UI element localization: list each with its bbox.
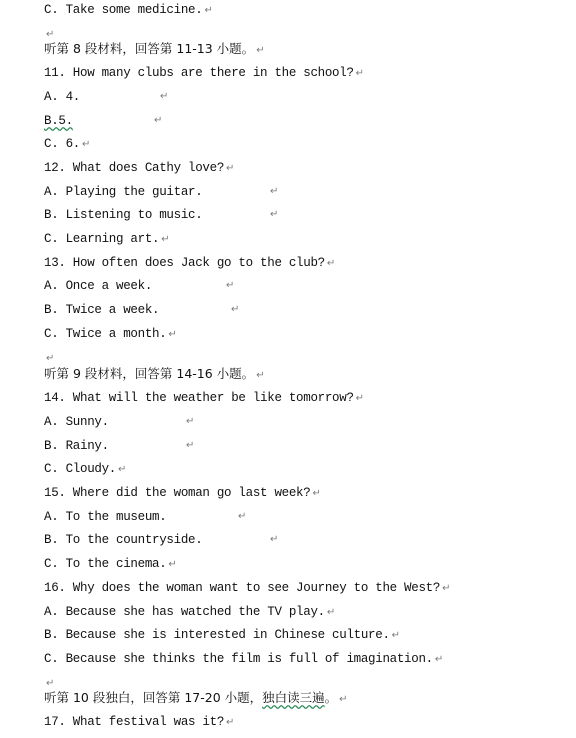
paragraph-mark-icon: ↵ xyxy=(231,304,240,315)
question-14-option-c: C. Cloudy. ↵ xyxy=(44,462,127,476)
paragraph-mark-icon: ↵ xyxy=(391,630,400,641)
question-15: 15. Where did the woman go last week? ↵ xyxy=(44,486,321,500)
question-11-option-c: C. 6. ↵ xyxy=(44,137,91,151)
paragraph-mark-icon: ↵ xyxy=(226,163,235,174)
paragraph-mark-icon: ↵ xyxy=(168,559,177,570)
question-12-option-b: B. Listening to music. ↵ xyxy=(44,208,279,222)
paragraph-mark-icon: ↵ xyxy=(118,464,127,475)
empty-paragraph xyxy=(44,350,54,367)
paragraph-mark-icon: ↵ xyxy=(46,353,55,364)
question-15-option-b: B. To the countryside. ↵ xyxy=(44,533,279,547)
paragraph-mark-icon: ↵ xyxy=(256,45,265,56)
paragraph-mark-icon: ↵ xyxy=(355,393,364,404)
question-11-option-a: A. 4. ↵ xyxy=(44,90,169,104)
paragraph-mark-icon: ↵ xyxy=(204,5,213,16)
question-13-option-b: B. Twice a week. ↵ xyxy=(44,303,240,317)
question-14: 14. What will the weather be like tomorrow? ↵ xyxy=(44,391,364,405)
paragraph-mark-icon: ↵ xyxy=(256,370,265,381)
question-16-option-a: A. Because she has watched the TV play. ↵ xyxy=(44,605,335,619)
paragraph-mark-icon: ↵ xyxy=(186,416,195,427)
paragraph-mark-icon: ↵ xyxy=(160,91,169,102)
paragraph-mark-icon: ↵ xyxy=(312,488,321,499)
paragraph-mark-icon: ↵ xyxy=(434,654,443,665)
paragraph-mark-icon: ↵ xyxy=(238,511,247,522)
option-c-medicine: C. Take some medicine. ↵ xyxy=(44,3,213,17)
paragraph-mark-icon: ↵ xyxy=(82,139,91,150)
paragraph-mark-icon: ↵ xyxy=(46,678,55,689)
question-13-option-a: A. Once a week. ↵ xyxy=(44,279,235,293)
question-14-option-a: A. Sunny. ↵ xyxy=(44,415,195,429)
question-11: 11. How many clubs are there in the school? ↵ xyxy=(44,66,364,80)
question-11-option-b: B.5. ↵ xyxy=(44,114,163,128)
question-12: 12. What does Cathy love? ↵ xyxy=(44,161,235,175)
question-17: 17. What festival was it? ↵ xyxy=(44,715,235,729)
paragraph-mark-icon: ↵ xyxy=(161,234,170,245)
paragraph-mark-icon: ↵ xyxy=(226,717,235,728)
question-12-option-a: A. Playing the guitar. ↵ xyxy=(44,185,279,199)
section-10-instruction: 听第 10 段独白，回答第 17-20 小题，独白读三遍。 ↵ xyxy=(44,690,348,705)
paragraph-mark-icon: ↵ xyxy=(326,258,335,269)
paragraph-mark-icon: ↵ xyxy=(270,534,279,545)
paragraph-mark-icon: ↵ xyxy=(46,29,55,40)
question-13: 13. How often does Jack go to the club? ↵ xyxy=(44,256,335,270)
question-15-option-a: A. To the museum. ↵ xyxy=(44,510,247,524)
paragraph-mark-icon: ↵ xyxy=(339,694,348,705)
paragraph-mark-icon: ↵ xyxy=(226,280,235,291)
question-16: 16. Why does the woman want to see Journey to the West? ↵ xyxy=(44,581,451,595)
paragraph-mark-icon: ↵ xyxy=(270,186,279,197)
paragraph-mark-icon: ↵ xyxy=(326,607,335,618)
paragraph-mark-icon: ↵ xyxy=(355,68,364,79)
section-8-instruction: 听第 8 段材料，回答第 11-13 小题。 ↵ xyxy=(44,41,265,56)
question-13-option-c: C. Twice a month. ↵ xyxy=(44,327,177,341)
section-9-instruction: 听第 9 段材料，回答第 14-16 小题。 ↵ xyxy=(44,366,265,381)
question-12-option-c: C. Learning art. ↵ xyxy=(44,232,170,246)
question-15-option-c: C. To the cinema. ↵ xyxy=(44,557,177,571)
question-16-option-c: C. Because she thinks the film is full of imagination. ↵ xyxy=(44,652,443,666)
question-16-option-b: B. Because she is interested in Chinese culture. ↵ xyxy=(44,628,400,642)
question-14-option-b: B. Rainy. ↵ xyxy=(44,439,195,453)
paragraph-mark-icon: ↵ xyxy=(154,115,163,126)
paragraph-mark-icon: ↵ xyxy=(186,440,195,451)
paragraph-mark-icon: ↵ xyxy=(270,209,279,220)
paragraph-mark-icon: ↵ xyxy=(168,329,177,340)
paragraph-mark-icon: ↵ xyxy=(442,583,451,594)
